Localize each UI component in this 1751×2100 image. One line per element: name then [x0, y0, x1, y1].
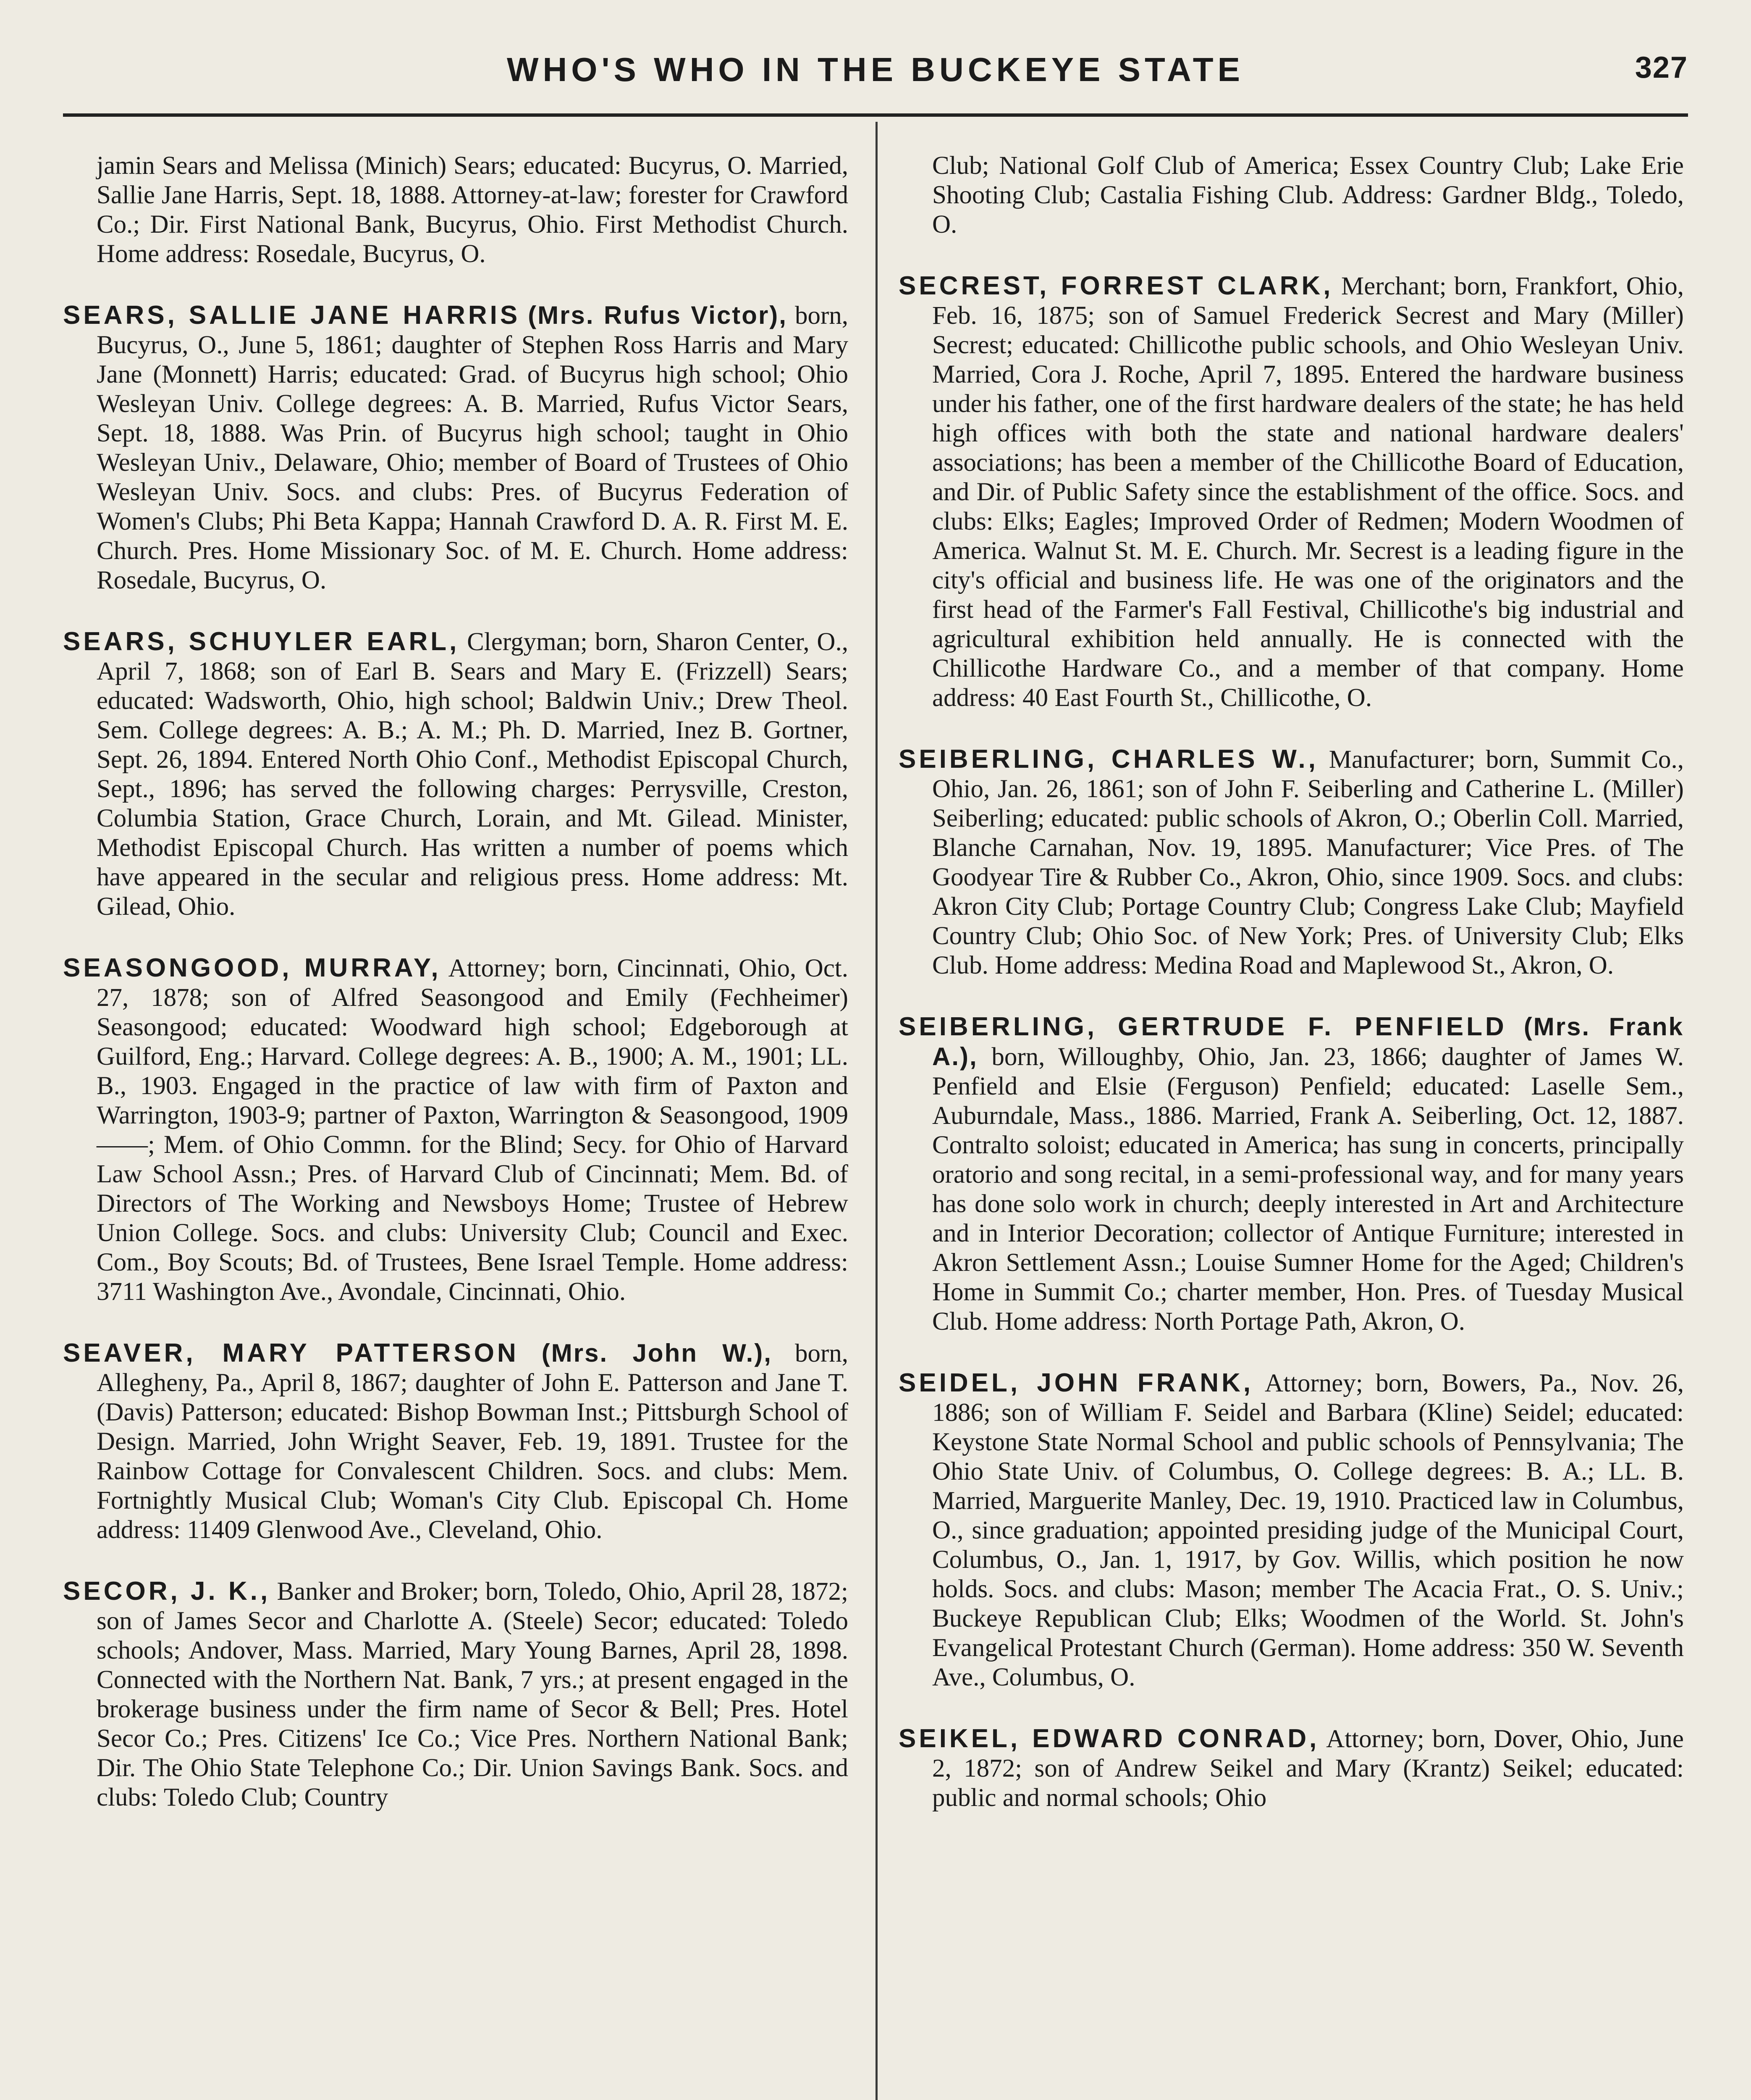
- entry-text: born, Willoughby, Ohio, Jan. 23, 1866; daughter of James W. Penfield and Elsie (Ferguson) Penfield; educated: Laselle Sem., Auburndale, Mass., 1886. Married, Frank A. Seiberling, Oct. 12, 1887. Contralto soloist; educated in America; has sung in concerts, principally oratorio and song recital, in a semi-professional way, and for many years has done solo work in church; deeply interested in Art and Architecture and in Interior Decoration; collector of Antique Furniture; interested in Akron Settlement Assn.; Louise Sumner Home for the Aged; Children's Home in Summit Co.; charter member, Hon. Pres. of Tuesday Musical Club. Home address: North Portage Path, Akron, O.: [932, 1043, 1684, 1336]
- running-title: WHO'S WHO IN THE BUCKEYE STATE: [506, 51, 1245, 88]
- entry-name: SEIKEL, EDWARD CONRAD,: [899, 1724, 1320, 1753]
- entry-name: SEIBERLING, CHARLES W.,: [899, 745, 1318, 774]
- entry-text: born, Allegheny, Pa., April 8, 1867; daughter of John E. Patterson and Jane T. (Davis) Patterson; educated: Bishop Bowman Inst.; Pittsburgh School of Design. Married, John Wright Seaver, Feb. 19, 1891. Trustee for the Rainbow Cottage for Convalescent Children. Socs. and clubs: Mem. Fortnightly Musical Club; Woman's City Club. Episcopal Ch. Home address: 11409 Glenwood Ave., Cleveland, Ohio.: [97, 1339, 849, 1544]
- entry-name: SEASONGOOD, MURRAY,: [63, 953, 441, 982]
- entry-text: Banker and Broker; born, Toledo, Ohio, April 28, 1872; son of James Secor and Charlotte A. (Steele) Secor; educated: Toledo schools; Andover, Mass. Married, Mary Young Barnes, April 28, 1898. Connected with the Northern Nat. Bank, 7 yrs.; at present engaged in the brokerage business under the firm name of Secor & Bell; Pres. Hotel Secor Co.; Pres. Citizens' Ice Co.; Vice Pres. Northern National Bank; Dir. The Ohio State Telephone Co.; Dir. Union Savings Bank. Socs. and clubs: Toledo Club; Country: [97, 1578, 848, 1811]
- entry-text: Attorney; born, Dover, Ohio, June 2, 1872; son of Andrew Seikel and Mary (Krantz) Seikel; educated: public and normal schools; Ohio: [932, 1725, 1684, 1812]
- entry-name: SEAVER, MARY PATTERSON: [63, 1339, 519, 1368]
- entry-text: born, Bucyrus, O., June 5, 1861; daughter of Stephen Ross Harris and Mary Jane (Monnett) Harris; educated: Grad. of Bucyrus high school; Ohio Wesleyan Univ. College degrees: A. B. Married, Rufus Victor Sears, Sept. 18, 1888. Was Prin. of Bucyrus high school; taught in Ohio Wesleyan Univ., Delaware, Ohio; member of Board of Trustees of Ohio Wesleyan Univ. Socs. and clubs: Pres. of Bucyrus Federation of Women's Clubs; Phi Beta Kappa; Hannah Crawford D. A. R. First M. E. Church. Pres. Home Missionary Soc. of M. E. Church. Home address: Rosedale, Bucyrus, O.: [97, 302, 849, 594]
- page-number: 327: [1635, 51, 1688, 84]
- entry-name: SEIBERLING, GERTRUDE F. PENFIELD: [899, 1012, 1507, 1041]
- entry-sears-sallie: [63, 301, 848, 595]
- entry-name: SEARS, SALLIE JANE HARRIS: [63, 301, 521, 330]
- entry-name: SEIDEL, JOHN FRANK,: [899, 1368, 1254, 1397]
- column-divider: [876, 122, 878, 2100]
- header-rule: [63, 113, 1688, 117]
- running-head: [63, 50, 1688, 101]
- entry-spouse: (Mrs. John W.),: [541, 1339, 772, 1367]
- entry-seikel-edward: [899, 1724, 1684, 1813]
- right-column: [899, 151, 1684, 1845]
- entry-name: SECREST, FORREST CLARK,: [899, 271, 1334, 300]
- entry-secrest-forrest: [899, 271, 1684, 713]
- entry-secor-jk: [63, 1577, 848, 1812]
- entry-sears-schuyler: [63, 627, 848, 921]
- entry-seiberling-charles: [899, 745, 1684, 980]
- continued-entry-text: Club; National Golf Club of America; Essex Country Club; Lake Erie Shooting Club; Castalia Fishing Club. Address: Gardner Bldg., Toledo, O.: [932, 152, 1684, 239]
- entry-text: Clergyman; born, Sharon Center, O., April 7, 1868; son of Earl B. Sears and Mary E. (Frizzell) Sears; educated: Wadsworth, Ohio, high school; Baldwin Univ.; Drew Theol. Sem. College degrees: A. B.; A. M.; Ph. D. Married, Inez B. Gortner, Sept. 26, 1894. Entered North Ohio Conf., Methodist Episcopal Church, Sept., 1896; has served the following charges: Perrysville, Creston, Columbia Station, Grace Church, Lorain, and Mt. Gilead. Minister, Methodist Episcopal Church. Has written a number of poems which have appeared in the secular and religious press. Home address: Mt. Gilead, Ohio.: [97, 628, 848, 921]
- entry-name: SECOR, J. K.,: [63, 1577, 271, 1606]
- entry-seasongood-murray: [63, 953, 848, 1307]
- entry-spouse: (Mrs. Rufus Victor),: [528, 301, 787, 329]
- entry-name: SEARS, SCHUYLER EARL,: [63, 627, 460, 656]
- entry-text: Attorney; born, Cincinnati, Ohio, Oct. 27, 1878; son of Alfred Seasongood and Emily (Fechheimer) Seasongood; educated: Woodward high school; Edgeborough at Guilford, Eng.; Harvard. College degrees: A. B., 1900; A. M., 1901; LL. B., 1903. Engaged in the practice of law with firm of Paxton and Warrington, 1903-9; partner of Paxton, Warrington & Seasongood, 1909——; Mem. of Ohio Commn. for the Blind; Secy. for Ohio of Harvard Law School Assn.; Pres. of Harvard Club of Cincinnati; Mem. Bd. of Directors of The Working and Newsboys Home; Trustee of Hebrew Union College. Socs. and clubs: University Club; Council and Exec. Com., Boy Scouts; Bd. of Trustees, Bene Israel Temple. Home address: 3711 Washington Ave., Avondale, Cincinnati, Ohio.: [97, 954, 849, 1306]
- entry-text: Manufacturer; born, Summit Co., Ohio, Jan. 26, 1861; son of John F. Seiberling and Catherine L. (Miller) Seiberling; educated: public schools of Akron, O.; Oberlin Coll. Married, Blanche Carnahan, Nov. 19, 1895. Manufacturer; Vice Pres. of The Goodyear Tire & Rubber Co., Akron, Ohio, since 1909. Socs. and clubs: Akron City Club; Portage Country Club; Congress Lake Club; Mayfield Country Club; Ohio Soc. of New York; Pres. of University Club; Elks Club. Home address: Medina Road and Maplewood St., Akron, O.: [932, 746, 1684, 979]
- entry-text: Attorney; born, Bowers, Pa., Nov. 26, 1886; son of William F. Seidel and Barbara (Kline) Seidel; educated: Keystone State Normal School and public schools of Pennsylvania; The Ohio State Univ. of Columbus, O. College degrees: B. A.; LL. B. Married, Marguerite Manley, Dec. 19, 1910. Practiced law in Columbus, O., since graduation; appointed presiding judge of the Municipal Court, Columbus, O., Jan. 1, 1917, by Gov. Willis, which position he now holds. Socs. and clubs: Mason; member The Acacia Frat., O. S. Univ.; Buckeye Republican Club; Elks; Woodmen of the World. St. John's Evangelical Protestant Church (German). Home address: 350 W. Seventh Ave., Columbus, O.: [932, 1369, 1684, 1691]
- entry-text: Merchant; born, Frankfort, Ohio, Feb. 16, 1875; son of Samuel Frederick Secrest and Mary (Miller) Secrest; educated: Chillicothe public schools, and Ohio Wesleyan Univ. Married, Cora J. Roche, April 7, 1895. Entered the hardware business under his father, one of the first hardware dealers of the state; he has held high offices with both the state and national hardware dealers' associations; has been a member of the Chillicothe Board of Education, and Dir. of Public Safety since the establishment of the office. Socs. and clubs: Elks; Eagles; Improved Order of Redmen; Modern Woodmen of America. Walnut St. M. E. Church. Mr. Secrest is a leading figure in the city's official and business life. He was one of the originators and the first head of the Farmer's Fall Festival, Chillicothe's big industrial and agricultural exhibition held annually. He is connected with the Chillicothe Hardware Co., and a member of that company. Home address: 40 East Fourth St., Chillicothe, O.: [932, 272, 1684, 712]
- entry-seidel-john: [899, 1368, 1684, 1692]
- entry-spouse: (Mrs. Frank A.),: [932, 1013, 1684, 1071]
- entry-seiberling-gertrude: [899, 1012, 1684, 1336]
- entry-seaver-mary: [63, 1339, 848, 1545]
- continued-entry-text: jamin Sears and Melissa (Minich) Sears; educated: Bucyrus, O. Married, Sallie Jane Harris, Sept. 18, 1888. Attorney-at-law; forester for Crawford Co.; Dir. First National Bank, Bucyrus, Ohio. First Methodist Church. Home address: Rosedale, Bucyrus, O.: [97, 152, 848, 268]
- left-column: [63, 151, 848, 1844]
